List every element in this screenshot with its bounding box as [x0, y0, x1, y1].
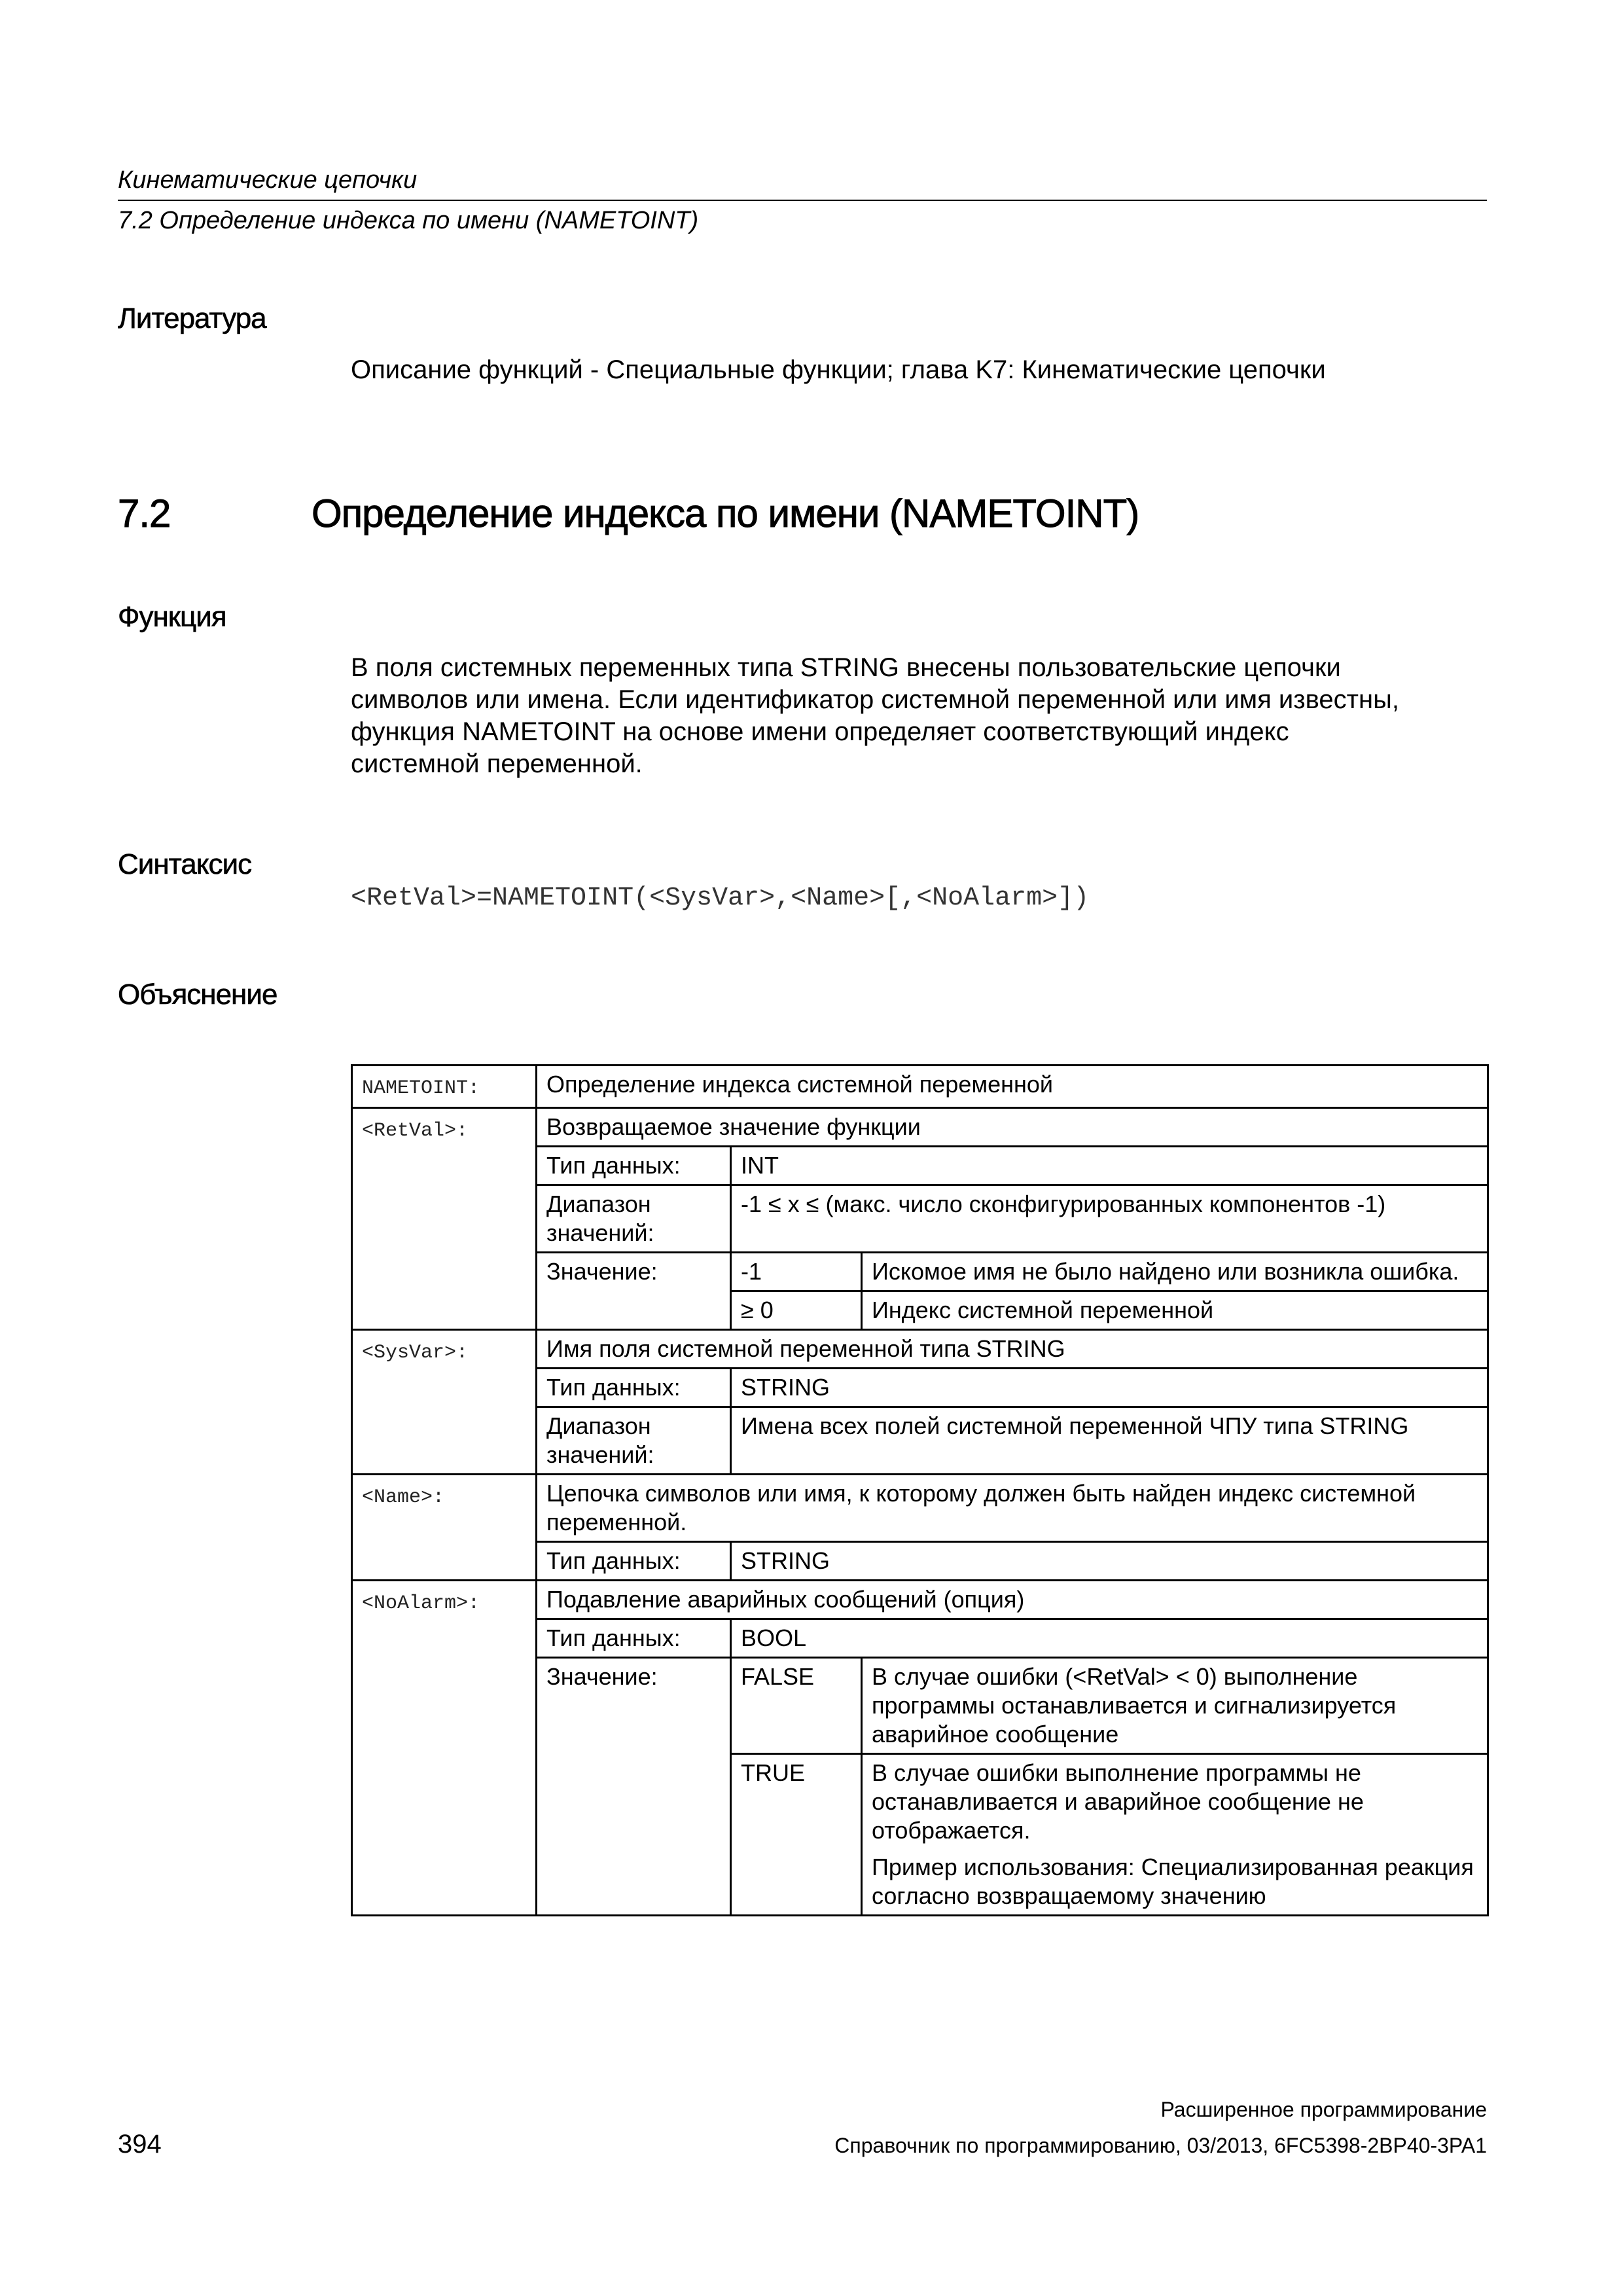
- type-label: Тип данных:: [537, 1542, 731, 1581]
- range-value: Имена всех полей системной переменной ЧПУ типа STRING: [731, 1407, 1488, 1475]
- section-number: 7.2: [118, 492, 171, 535]
- range-label: Диапазон значений:: [537, 1185, 731, 1253]
- table-row: [352, 1581, 1488, 1619]
- syntax-code: <RetVal>=NAMETOINT(<SysVar>,<Name>[,<NoAlarm>]): [351, 884, 1090, 913]
- type-value: BOOL: [731, 1619, 1488, 1658]
- type-value: STRING: [731, 1369, 1488, 1407]
- param-description: Имя поля системной переменной типа STRING: [537, 1330, 1488, 1369]
- value-description: В случае ошибки выполнение программы не останавливается и аварийное сообщение не отображается.: [862, 1754, 1488, 1850]
- table-row: [352, 1475, 1488, 1542]
- value-description: Индекс системной переменной: [862, 1291, 1488, 1330]
- function-text: [351, 652, 1399, 780]
- function-heading: Функция: [118, 601, 226, 633]
- value-note: Пример использования: Специализированная реакция согласно возвращаемому значению: [862, 1849, 1488, 1916]
- value-code: ≥ 0: [731, 1291, 862, 1330]
- footer-book-info: Справочник по программированию, 03/2013, 6FC5398-2BP40-3PA1: [834, 2134, 1487, 2157]
- table-row: [352, 1330, 1488, 1369]
- section-title: Определение индекса по имени (NAMETOINT): [312, 492, 1139, 535]
- param-name: <NoAlarm>:: [352, 1581, 537, 1916]
- syntax-heading: Синтаксис: [118, 848, 252, 880]
- param-name: <RetVal>:: [352, 1108, 537, 1330]
- running-header-section: 7.2 Определение индекса по имени (NAMETOINT): [118, 207, 699, 234]
- function-line: В поля системных переменных типа STRING внесены пользовательские цепочки: [351, 653, 1341, 682]
- value-description: Искомое имя не было найдено или возникла ошибка.: [862, 1253, 1488, 1291]
- table-row: [352, 1066, 1488, 1108]
- value-code: TRUE: [731, 1754, 862, 1916]
- type-label: Тип данных:: [537, 1147, 731, 1185]
- value-label: Значение:: [537, 1253, 731, 1330]
- param-description: Определение индекса системной переменной: [537, 1066, 1488, 1108]
- param-description: Подавление аварийных сообщений (опция): [537, 1581, 1488, 1619]
- type-label: Тип данных:: [537, 1369, 731, 1407]
- param-name: NAMETOINT:: [352, 1066, 537, 1108]
- footer-book-title: Расширенное программирование: [1160, 2098, 1487, 2121]
- value-label: Значение:: [537, 1658, 731, 1916]
- type-label: Тип данных:: [537, 1619, 731, 1658]
- type-value: INT: [731, 1147, 1488, 1185]
- range-label: Диапазон значений:: [537, 1407, 731, 1475]
- literature-heading: Литература: [118, 302, 266, 334]
- value-description: В случае ошибки (<RetVal> < 0) выполнение программы останавливается и сигнализируется аварийное сообщение: [862, 1658, 1488, 1754]
- param-description: Возвращаемое значение функции: [537, 1108, 1488, 1147]
- type-value: STRING: [731, 1542, 1488, 1581]
- function-line: системной переменной.: [351, 749, 643, 778]
- value-code: -1: [731, 1253, 862, 1291]
- range-value: -1 ≤ x ≤ (макс. число сконфигурированных компонентов -1): [731, 1185, 1488, 1253]
- running-header-chapter: Кинематические цепочки: [118, 166, 418, 194]
- header-rule: [118, 200, 1487, 201]
- explanation-heading: Объяснение: [118, 978, 277, 1011]
- value-code: FALSE: [731, 1658, 862, 1754]
- param-name: <SysVar>:: [352, 1330, 537, 1475]
- param-name: <Name>:: [352, 1475, 537, 1581]
- page-number: 394: [118, 2130, 162, 2159]
- literature-text: Описание функций - Специальные функции; глава K7: Кинематические цепочки: [351, 355, 1326, 384]
- parameter-table: [351, 1064, 1489, 1916]
- function-line: символов или имена. Если идентификатор системной переменной или имя известны,: [351, 685, 1399, 714]
- function-line: функция NAMETOINT на основе имени определяет соответствующий индекс: [351, 717, 1289, 746]
- param-description: Цепочка символов или имя, к которому должен быть найден индекс системной переменной.: [537, 1475, 1488, 1542]
- table-row: [352, 1108, 1488, 1147]
